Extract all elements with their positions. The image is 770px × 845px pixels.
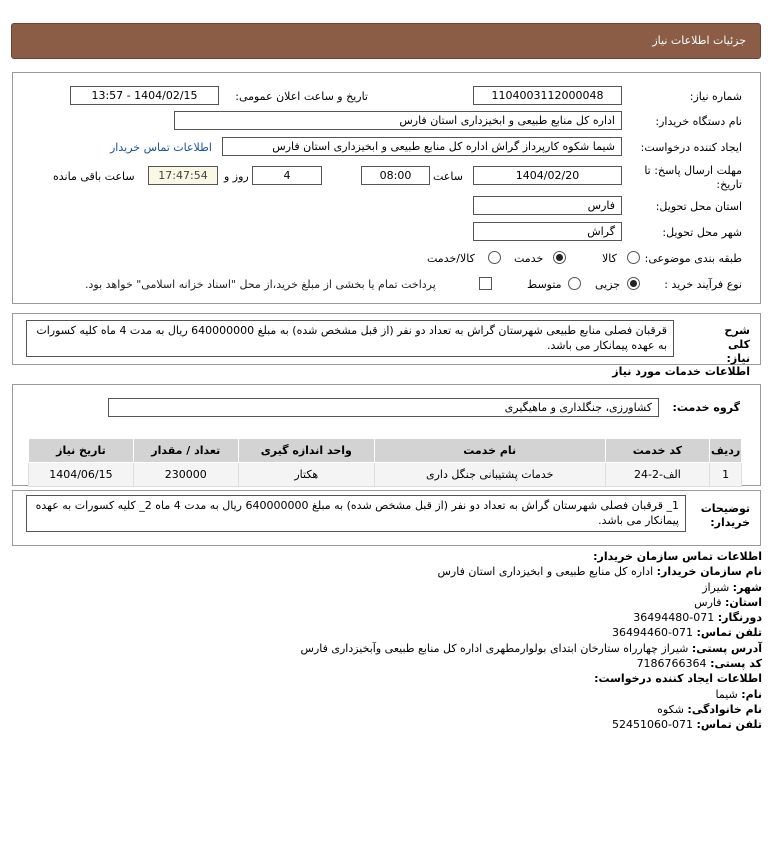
deadline-time-field: 08:00 xyxy=(361,166,430,185)
col-unit: واحد اندازه گیری xyxy=(238,439,374,463)
col-service-name: نام خدمت xyxy=(374,439,605,463)
remaining-time-field: 17:47:54 xyxy=(148,166,218,185)
contact-fax: دورنگار: 071-36494480 xyxy=(633,611,762,625)
process-type-label: نوع فرآیند خرید : xyxy=(664,278,742,291)
buyer-notes-label: توضیحات خریدار: xyxy=(700,502,750,529)
process-medium-label: متوسط xyxy=(527,278,562,291)
category-goods-service-label: کالا/خدمت xyxy=(427,252,475,265)
cell-row-number: 1 xyxy=(710,463,742,487)
cell-service-name: خدمات پشتیبانی جنگل داری xyxy=(374,463,605,487)
buyer-org-label: نام دستگاه خریدار: xyxy=(655,115,742,128)
deadline-date-field: 1404/02/20 xyxy=(473,166,622,185)
contact-city: شهر: شیراز xyxy=(702,580,762,594)
category-service-label: خدمت xyxy=(514,252,544,265)
col-quantity: تعداد / مقدار xyxy=(133,439,238,463)
services-table-header xyxy=(29,439,742,463)
col-service-code: کد خدمت xyxy=(605,439,710,463)
contact-phone: تلفن تماس: 071-36494460 xyxy=(612,626,762,640)
contact-postal-code: کد پستی: 7186766364 xyxy=(636,657,762,671)
process-medium-radio[interactable] xyxy=(568,277,581,290)
need-number-field: 1104003112000048 xyxy=(473,86,622,105)
creator-phone: تلفن تماس: 071-52451060 xyxy=(612,718,762,732)
category-label: طبقه بندی موضوعی: xyxy=(644,252,742,265)
category-goods-label: کالا xyxy=(602,252,617,265)
delivery-province-field: فارس xyxy=(473,196,622,215)
service-group-label: گروه خدمت: xyxy=(672,401,740,414)
treasury-payment-checkbox[interactable] xyxy=(479,277,492,290)
contact-province: استان: فارس xyxy=(694,595,762,609)
cell-need-date: 1404/06/15 xyxy=(29,463,134,487)
cell-service-code: الف-2-24 xyxy=(605,463,710,487)
page-title: جزئیات اطلاعات نیاز xyxy=(652,34,746,47)
creator-family: نام خانوادگی: شکوه xyxy=(657,702,762,716)
col-row-number: ردیف xyxy=(710,439,742,463)
deadline-label: مهلت ارسال پاسخ: تا تاریخ: xyxy=(644,164,742,191)
service-group-field: کشاورزی، جنگلداری و ماهیگیری xyxy=(108,398,659,417)
buyer-org-field: اداره کل منابع طبیعی و ابخیزداری استان فارس xyxy=(174,111,622,130)
need-summary-label: شرح کلی نیاز: xyxy=(724,324,750,365)
creator-name: نام: شیما xyxy=(715,687,762,701)
page-header xyxy=(11,23,761,59)
buyer-contact-link[interactable]: اطلاعات تماس خریدار xyxy=(110,141,212,154)
request-creator-label: ایجاد کننده درخواست: xyxy=(640,141,742,154)
treasury-payment-text: پرداخت تمام یا بخشی از مبلغ خرید،از محل "اسناد خزانه اسلامی" خواهد بود. xyxy=(85,278,436,291)
need-number-label: شماره نیاز: xyxy=(689,90,742,103)
buyer-notes-text: 1_ قرقبان فصلی شهرستان گراش به تعداد دو نفر (از قبل مشخص شده) به مبلغ 640000000 ریال به مدت 4 ماه 2_ کلیه کسورات به عهده پیمانکار می باشد. xyxy=(26,495,686,532)
remaining-days-field: 4 xyxy=(252,166,322,185)
contact-section xyxy=(2,549,762,733)
creator-info-title: اطلاعات ایجاد کننده درخواست: xyxy=(594,672,762,686)
category-service-radio[interactable] xyxy=(553,251,566,264)
services-section-title: اطلاعات خدمات مورد نیاز xyxy=(612,365,750,378)
need-summary-text: قرقبان فصلی منابع طبیعی شهرستان گراش به تعداد دو نفر (از قبل مشخص شده) به مبلغ 640000000 ریال به مدت 4 ماه کلیه کسورات به عهده پیمانکار می باشد. xyxy=(26,320,674,357)
deadline-time-label: ساعت xyxy=(433,170,463,183)
cell-quantity: 230000 xyxy=(133,463,238,487)
process-minor-radio[interactable] xyxy=(627,277,640,290)
category-goods-radio[interactable] xyxy=(627,251,640,264)
table-row xyxy=(29,463,742,487)
contact-address: آدرس پستی: شیراز چهارراه ستارخان ابتدای بولوارمطهری اداره کل منابع طبیعی وآبخیزداری فارس xyxy=(300,641,762,655)
remaining-days-label: روز و xyxy=(224,170,249,183)
category-goods-service-radio[interactable] xyxy=(488,251,501,264)
contact-title: اطلاعات تماس سازمان خریدار: xyxy=(593,550,762,563)
remaining-time-label: ساعت باقی مانده xyxy=(53,170,135,183)
delivery-city-field: گراش xyxy=(473,222,622,241)
cell-unit: هکتار xyxy=(238,463,374,487)
services-table xyxy=(28,438,742,487)
delivery-province-label: استان محل تحویل: xyxy=(655,200,742,213)
announce-datetime-field: 1404/02/15 - 13:57 xyxy=(70,86,219,105)
delivery-city-label: شهر محل تحویل: xyxy=(662,226,742,239)
request-creator-field: شیما شکوه کارپرداز گراش اداره کل منابع طبیعی و ابخیزداری استان فارس xyxy=(222,137,622,156)
process-minor-label: جزیی xyxy=(595,278,621,291)
contact-org: نام سازمان خریدار: اداره کل منابع طبیعی و ابخیزداری استان فارس xyxy=(437,565,762,579)
col-need-date: تاریخ نیاز xyxy=(29,439,134,463)
announce-datetime-label: تاریخ و ساعت اعلان عمومی: xyxy=(235,90,368,103)
